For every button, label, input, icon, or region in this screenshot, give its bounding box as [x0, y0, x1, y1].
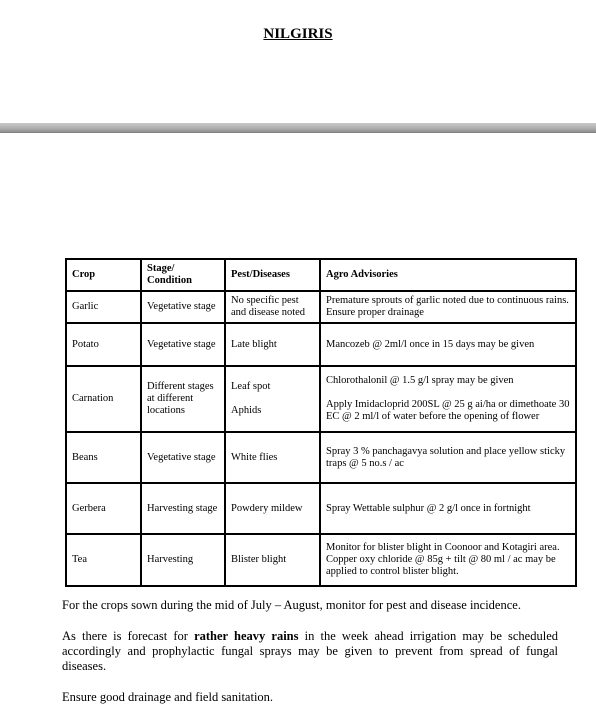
cell-pest: No specific pest and disease noted [225, 291, 320, 323]
note-forecast-start: As there is forecast for [62, 629, 195, 643]
cell-advisory [320, 366, 576, 432]
cell-crop: Tea [66, 534, 141, 586]
cell-advisory: Mancozeb @ 2ml/l once in 15 days may be given [320, 323, 576, 366]
cell-pest: Blister blight [225, 534, 320, 586]
table-row [66, 291, 576, 323]
cell-stage: Different stages at different locations [141, 366, 225, 432]
advisory-table [65, 258, 577, 587]
header-stage: Stage/ Condition [141, 259, 225, 291]
table-row [66, 534, 576, 586]
pest-leaf-spot: Leaf spot [231, 381, 271, 392]
header-crop: Crop [66, 259, 141, 291]
cell-pest: Powdery mildew [225, 483, 320, 534]
cell-pest: Late blight [225, 323, 320, 366]
cell-advisory: Monitor for blister blight in Coonoor and Kotagiri area. Copper oxy chloride @ 85g + tilt @ 80 ml / ac may be applied to control blister blight. [320, 534, 576, 586]
header-pest: Pest/Diseases [225, 259, 320, 291]
note-forecast-emphasis: rather heavy rains [194, 629, 299, 643]
cell-stage: Harvesting [141, 534, 225, 586]
cell-stage: Harvesting stage [141, 483, 225, 534]
cell-stage: Vegetative stage [141, 323, 225, 366]
header-advisory: Agro Advisories [320, 259, 576, 291]
note-forecast-end: in the week ahead irrigation may be scheduled accordingly and prophylactic fungal sprays may be given to prevent from spread of fungal diseases. [62, 629, 559, 673]
advisory-leaf-spot: Chlorothalonil @ 1.5 g/l spray may be given [326, 375, 514, 386]
cell-pest: White flies [225, 432, 320, 483]
cell-crop: Beans [66, 432, 141, 483]
header-divider [0, 123, 596, 133]
cell-pest [225, 366, 320, 432]
table-header-row [66, 259, 576, 291]
table-row [66, 323, 576, 366]
cell-crop: Garlic [66, 291, 141, 323]
table-row [66, 366, 576, 432]
cell-crop: Potato [66, 323, 141, 366]
cell-stage: Vegetative stage [141, 291, 225, 323]
table-row [66, 483, 576, 534]
cell-advisory: Spray Wettable sulphur @ 2 g/l once in fortnight [320, 483, 576, 534]
note-monitor: For the crops sown during the mid of July – August, monitor for pest and disease incidence. [62, 598, 521, 612]
pest-aphids: Aphids [231, 405, 262, 416]
cell-crop: Carnation [66, 366, 141, 432]
cell-stage: Vegetative stage [141, 432, 225, 483]
cell-advisory: Spray 3 % panchagavya solution and place yellow sticky traps @ 5 no.s / ac [320, 432, 576, 483]
cell-crop: Gerbera [66, 483, 141, 534]
cell-advisory: Premature sprouts of garlic noted due to continuous rains. Ensure proper drainage [320, 291, 576, 323]
advisory-aphids: Apply Imidacloprid 200SL @ 25 g ai/ha or dimethoate 30 EC @ 2 ml/l of water before the opening of flower [326, 399, 570, 422]
table-row [66, 432, 576, 483]
page-title: NILGIRIS [263, 26, 333, 42]
note-drainage: Ensure good drainage and field sanitation. [62, 690, 274, 704]
note-forecast [62, 629, 558, 674]
